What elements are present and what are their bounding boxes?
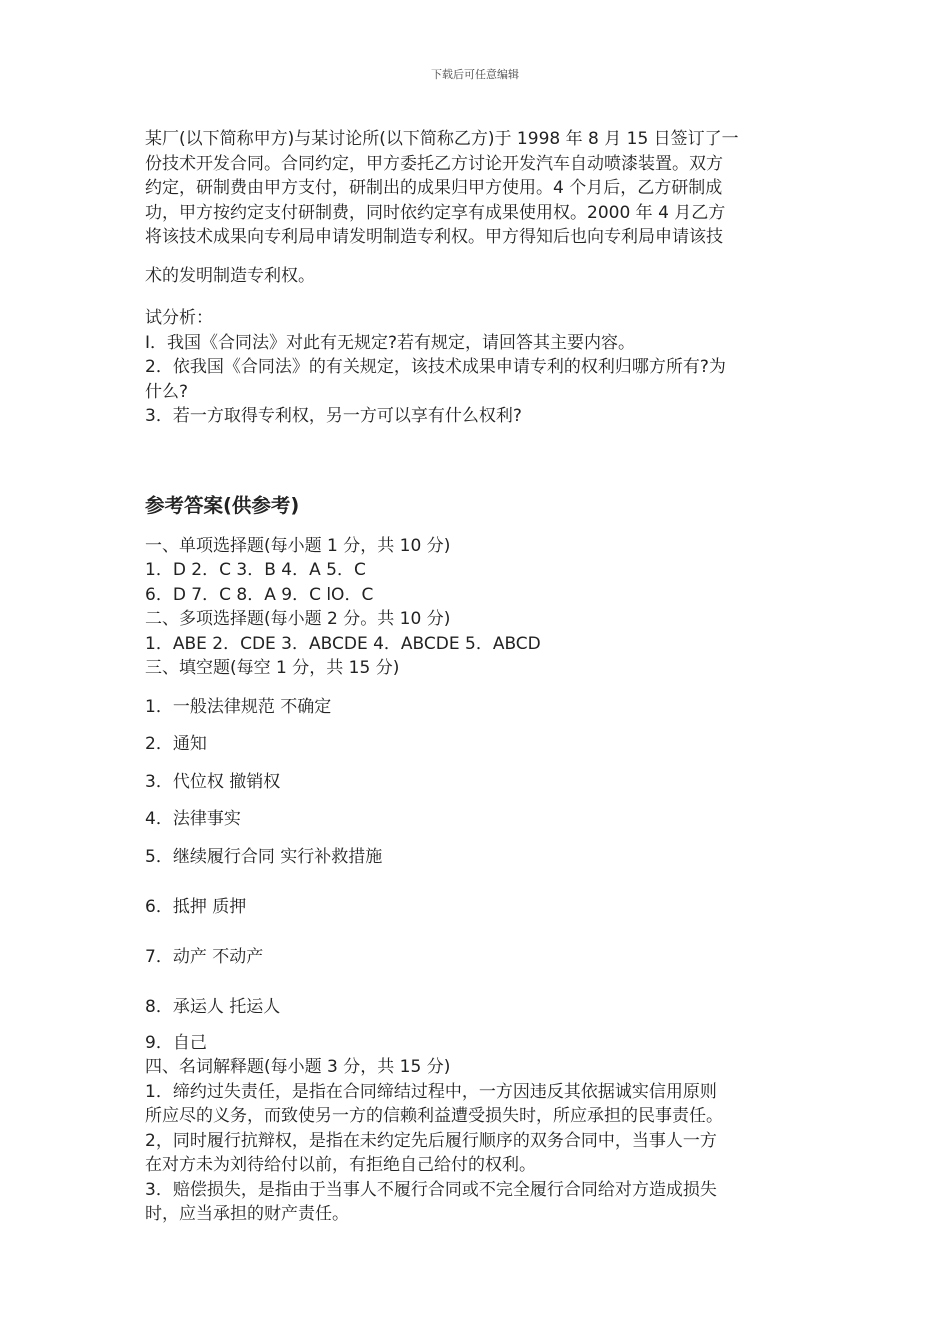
case-line: 某厂(以下简称甲方)与某讨论所(以下简称乙方)于 1998 年 8 月 15 日签订了一 bbox=[145, 129, 739, 149]
section-heading: 四、名词解释题(每小题 3 分，共 15 分) bbox=[145, 1057, 451, 1077]
question-item: 3．若一方取得专利权，另一方可以享有什么权利? bbox=[145, 406, 522, 426]
blank-answer: 7．动产 不动产 bbox=[145, 946, 264, 967]
case-paragraph bbox=[145, 127, 805, 250]
answer-line: 6．D 7．C 8．A 9．C lO．C bbox=[145, 584, 374, 605]
definition-line: 2，同时履行抗辩权，是指在未约定先后履行顺序的双务合同中，当事人一方 bbox=[145, 1130, 717, 1151]
case-line: 功，甲方按约定支付研制费，同时依约定享有成果使用权。2000 年 4 月乙方 bbox=[145, 202, 726, 223]
case-tail: 术的发明制造专利权。 bbox=[145, 265, 315, 286]
definition-line: 所应尽的义务，而致使另一方的信赖利益遭受损失时，所应承担的民事责任。 bbox=[145, 1106, 723, 1126]
answers-section-3 bbox=[145, 656, 805, 1055]
question-item: 2．依我国《合同法》的有关规定，该技术成果申请专利的权利归哪方所有?为 bbox=[145, 357, 726, 377]
blank-answer: 2．通知 bbox=[145, 734, 207, 754]
questions-section bbox=[145, 306, 805, 429]
case-line: 约定，研制费由甲方支付，研制出的成果归甲方使用。4 个月后，乙方研制成 bbox=[145, 178, 723, 198]
blank-answer: 3．代位权 撤销权 bbox=[145, 771, 281, 792]
answer-line: 1．ABE 2．CDE 3．ABCDE 4．ABCDE 5．ABCD bbox=[145, 633, 541, 654]
definition-line: 1．缔约过失责任，是指在合同缔结过程中，一方因违反其依据诚实信用原则 bbox=[145, 1081, 717, 1102]
section-heading: 二、多项选择题(每小题 2 分。共 10 分) bbox=[145, 609, 451, 629]
definition-line: 时，应当承担的财产责任。 bbox=[145, 1204, 349, 1224]
question-item: 什么? bbox=[145, 381, 189, 402]
section-heading: 三、填空题(每空 1 分，共 15 分) bbox=[145, 658, 400, 678]
answers-section-4 bbox=[145, 1055, 805, 1227]
blank-answer: 9．自己 bbox=[145, 1032, 207, 1053]
blank-answer: 1．一般法律规范 不确定 bbox=[145, 696, 332, 717]
definition-line: 3．赔偿损失，是指由于当事人不履行合同或不完全履行合同给对方造成损失 bbox=[145, 1179, 717, 1200]
answers-section-2 bbox=[145, 607, 805, 656]
answers-section-1 bbox=[145, 534, 805, 608]
questions-heading: 试分析： bbox=[145, 308, 213, 328]
blank-answer: 5．继续履行合同 实行补救措施 bbox=[145, 846, 383, 867]
case-line: 份技术开发合同。合同约定，甲方委托乙方讨论开发汽车自动喷漆装置。双方 bbox=[145, 153, 723, 174]
question-item: I．我国《合同法》对此有无规定?若有规定，请回答其主要内容。 bbox=[145, 332, 636, 353]
definition-line: 在对方未为刘待给付以前，有拒绝自己给付的权利。 bbox=[145, 1155, 536, 1175]
section-heading: 一、单项选择题(每小题 1 分，共 10 分) bbox=[145, 535, 451, 556]
case-line: 将该技术成果向专利局申请发明制造专利权。甲方得知后也向专利局申请该技 bbox=[145, 227, 723, 247]
blank-answer: 8．承运人 托运人 bbox=[145, 997, 281, 1017]
document-body bbox=[145, 127, 805, 1227]
blank-answer: 4．法律事实 bbox=[145, 809, 241, 829]
page-header-note: 下载后可任意编辑 bbox=[431, 68, 519, 81]
blank-answer: 6．抵押 质押 bbox=[145, 897, 247, 917]
answers-title: 参考答案(供参考) bbox=[145, 493, 300, 517]
answer-line: 1．D 2．C 3．B 4．A 5．C bbox=[145, 560, 366, 580]
